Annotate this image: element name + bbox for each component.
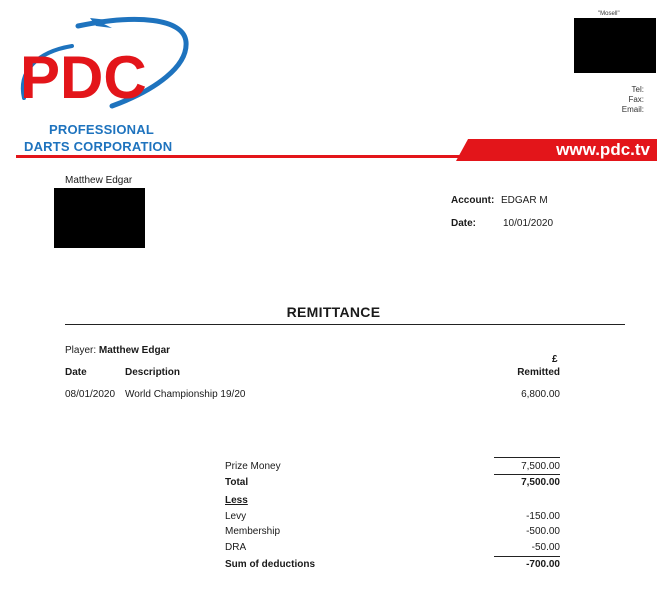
row-date: 08/01/2020 — [65, 389, 116, 400]
player-label: Player: — [65, 345, 97, 356]
header-date: Date — [65, 367, 87, 378]
total-value: 7,500.00 — [521, 477, 560, 488]
sum-deductions-label: Sum of deductions — [225, 559, 315, 570]
prize-money-label: Prize Money — [225, 461, 281, 472]
deduction-label: Membership — [225, 526, 281, 537]
redacted-addressee — [54, 188, 145, 248]
contact-email: Email: — [621, 105, 644, 114]
summary-rule-sum — [494, 556, 560, 557]
pdc-mark: PDC — [20, 44, 147, 111]
deduction-value: -150.00 — [526, 511, 560, 522]
date-label: Date: — [451, 218, 477, 229]
page-title: REMITTANCE — [286, 304, 381, 320]
title-rule — [65, 324, 625, 325]
player-name: Matthew Edgar — [98, 345, 171, 356]
row-description: World Championship 19/20 — [125, 389, 246, 400]
date-value: 10/01/2020 — [503, 218, 554, 229]
deduction-label: DRA — [225, 542, 247, 553]
redacted-address — [574, 18, 656, 73]
prize-money-value: 7,500.00 — [521, 461, 560, 472]
deduction-value: -500.00 — [526, 526, 560, 537]
letterhead-stamp: "Mosell" — [598, 11, 620, 17]
player-line — [65, 345, 170, 356]
logo-subtitle-1: PROFESSIONAL — [49, 122, 154, 137]
website-link[interactable]: www.pdc.tv — [556, 140, 650, 159]
account-label: Account: — [451, 195, 495, 206]
deduction-label: Levy — [225, 511, 247, 522]
header-description: Description — [125, 367, 181, 378]
currency-symbol: £ — [552, 354, 558, 365]
logo-subtitle-2: DARTS CORPORATION — [24, 139, 173, 154]
total-label: Total — [225, 477, 249, 488]
row-remitted: 6,800.00 — [521, 389, 560, 400]
account-value: EDGAR M — [501, 195, 548, 206]
summary-rule-top — [494, 457, 560, 458]
header-remitted: Remitted — [517, 367, 560, 378]
sum-deductions-value: -700.00 — [526, 559, 560, 570]
contact-fax: Fax: — [628, 95, 644, 104]
less-label: Less — [225, 495, 248, 506]
contact-tel: Tel: — [631, 85, 644, 94]
addressee-name: Matthew Edgar — [65, 175, 133, 186]
deduction-value: -50.00 — [531, 542, 560, 553]
summary-rule-total — [494, 474, 560, 475]
